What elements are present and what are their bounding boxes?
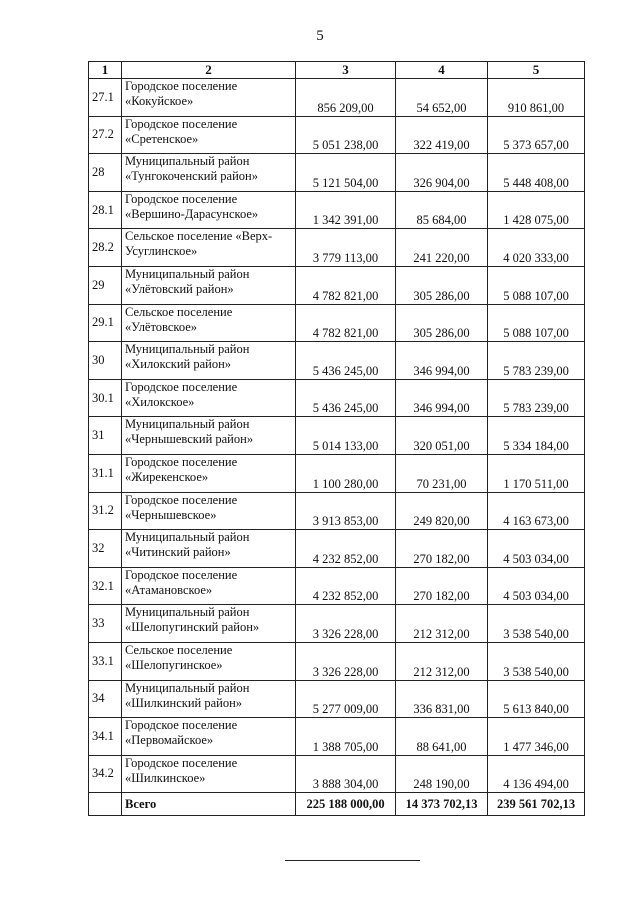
row-value-col3: 3 326 228,00 (296, 642, 396, 680)
total-value-col3: 225 188 000,00 (296, 793, 396, 816)
row-value-col3: 3 888 304,00 (296, 755, 396, 793)
row-value-col5: 4 136 494,00 (488, 755, 585, 793)
row-value-col5: 4 020 333,00 (488, 229, 585, 267)
total-value-col4: 14 373 702,13 (396, 793, 488, 816)
row-value-col3: 1 388 705,00 (296, 718, 396, 756)
table-row (89, 79, 585, 117)
row-name: Городское поселение «Вершино-Дарасунское» (122, 191, 296, 229)
row-number: 30.1 (89, 379, 122, 417)
row-name: Муниципальный район «Читинский район» (122, 530, 296, 568)
row-value-col4: 322 419,00 (396, 116, 488, 154)
row-value-col4: 54 652,00 (396, 79, 488, 117)
row-value-col3: 3 913 853,00 (296, 492, 396, 530)
row-name: Муниципальный район «Чернышевский район» (122, 417, 296, 455)
row-number: 28.2 (89, 229, 122, 267)
table-row (89, 642, 585, 680)
table-row (89, 530, 585, 568)
row-value-col4: 346 994,00 (396, 342, 488, 380)
row-name: Городское поселение «Сретенское» (122, 116, 296, 154)
table-row (89, 755, 585, 793)
row-value-col5: 5 448 408,00 (488, 154, 585, 192)
row-value-col5: 1 170 511,00 (488, 454, 585, 492)
row-number: 34.2 (89, 755, 122, 793)
row-name: Сельское поселение «Улётовское» (122, 304, 296, 342)
row-name: Городское поселение «Хилокское» (122, 379, 296, 417)
header-cell-2: 2 (122, 62, 296, 79)
row-value-col5: 1 477 346,00 (488, 718, 585, 756)
table-header-row (89, 62, 585, 79)
row-number: 28 (89, 154, 122, 192)
table-row (89, 492, 585, 530)
table-row (89, 605, 585, 643)
row-name: Муниципальный район «Шилкинский район» (122, 680, 296, 718)
table-row (89, 567, 585, 605)
footer-separator-line (285, 860, 420, 861)
row-value-col5: 4 503 034,00 (488, 530, 585, 568)
row-value-col5: 4 163 673,00 (488, 492, 585, 530)
row-value-col3: 5 014 133,00 (296, 417, 396, 455)
row-number: 27.2 (89, 116, 122, 154)
row-number: 27.1 (89, 79, 122, 117)
row-value-col5: 5 373 657,00 (488, 116, 585, 154)
header-cell-1: 1 (89, 62, 122, 79)
row-value-col5: 5 783 239,00 (488, 342, 585, 380)
table-row (89, 116, 585, 154)
row-value-col5: 1 428 075,00 (488, 191, 585, 229)
row-value-col5: 3 538 540,00 (488, 605, 585, 643)
row-value-col4: 241 220,00 (396, 229, 488, 267)
row-value-col4: 70 231,00 (396, 454, 488, 492)
header-cell-5: 5 (488, 62, 585, 79)
row-number: 32.1 (89, 567, 122, 605)
row-value-col4: 270 182,00 (396, 567, 488, 605)
row-value-col4: 305 286,00 (396, 304, 488, 342)
row-number: 31 (89, 417, 122, 455)
row-number: 29.1 (89, 304, 122, 342)
total-row (89, 793, 585, 816)
row-value-col4: 249 820,00 (396, 492, 488, 530)
row-number: 34.1 (89, 718, 122, 756)
row-value-col3: 5 436 245,00 (296, 379, 396, 417)
row-value-col3: 1 100 280,00 (296, 454, 396, 492)
row-value-col5: 5 334 184,00 (488, 417, 585, 455)
row-value-col5: 910 861,00 (488, 79, 585, 117)
table-row (89, 154, 585, 192)
row-value-col4: 346 994,00 (396, 379, 488, 417)
table-row (89, 454, 585, 492)
row-name: Муниципальный район «Тунгокоченский район» (122, 154, 296, 192)
row-value-col5: 5 088 107,00 (488, 304, 585, 342)
row-name: Муниципальный район «Хилокский район» (122, 342, 296, 380)
row-value-col4: 336 831,00 (396, 680, 488, 718)
row-name: Городское поселение «Кокуйское» (122, 79, 296, 117)
total-num-cell (89, 793, 122, 816)
table-row (89, 304, 585, 342)
table-row (89, 266, 585, 304)
row-value-col3: 5 051 238,00 (296, 116, 396, 154)
row-value-col5: 5 088 107,00 (488, 266, 585, 304)
row-name: Муниципальный район «Улётовский район» (122, 266, 296, 304)
row-value-col3: 4 232 852,00 (296, 530, 396, 568)
row-value-col3: 4 782 821,00 (296, 304, 396, 342)
row-number: 31.1 (89, 454, 122, 492)
row-number: 28.1 (89, 191, 122, 229)
table-row (89, 229, 585, 267)
row-value-col5: 4 503 034,00 (488, 567, 585, 605)
row-value-col3: 3 326 228,00 (296, 605, 396, 643)
table-row (89, 342, 585, 380)
row-number: 29 (89, 266, 122, 304)
row-value-col4: 212 312,00 (396, 642, 488, 680)
table-row (89, 379, 585, 417)
row-name: Городское поселение «Атамановское» (122, 567, 296, 605)
table-row (89, 718, 585, 756)
row-value-col4: 270 182,00 (396, 530, 488, 568)
row-value-col3: 5 436 245,00 (296, 342, 396, 380)
row-number: 31.2 (89, 492, 122, 530)
row-name: Муниципальный район «Шелопугинский район» (122, 605, 296, 643)
row-value-col4: 320 051,00 (396, 417, 488, 455)
row-name: Городское поселение «Жирекенское» (122, 454, 296, 492)
row-value-col5: 5 613 840,00 (488, 680, 585, 718)
row-value-col4: 212 312,00 (396, 605, 488, 643)
row-value-col5: 3 538 540,00 (488, 642, 585, 680)
header-cell-4: 4 (396, 62, 488, 79)
row-number: 34 (89, 680, 122, 718)
table-row (89, 680, 585, 718)
row-value-col3: 1 342 391,00 (296, 191, 396, 229)
row-value-col3: 4 782 821,00 (296, 266, 396, 304)
row-value-col4: 85 684,00 (396, 191, 488, 229)
row-number: 30 (89, 342, 122, 380)
total-label: Всего (122, 793, 296, 816)
row-value-col4: 88 641,00 (396, 718, 488, 756)
row-value-col3: 4 232 852,00 (296, 567, 396, 605)
page-number: 5 (316, 28, 324, 44)
header-cell-3: 3 (296, 62, 396, 79)
row-number: 32 (89, 530, 122, 568)
row-value-col4: 248 190,00 (396, 755, 488, 793)
table-row (89, 191, 585, 229)
table-row (89, 417, 585, 455)
row-value-col3: 5 277 009,00 (296, 680, 396, 718)
row-value-col3: 5 121 504,00 (296, 154, 396, 192)
row-name: Городское поселение «Первомайское» (122, 718, 296, 756)
total-value-col5: 239 561 702,13 (488, 793, 585, 816)
data-table (88, 61, 585, 816)
row-value-col3: 3 779 113,00 (296, 229, 396, 267)
row-name: Городское поселение «Чернышевское» (122, 492, 296, 530)
row-number: 33.1 (89, 642, 122, 680)
row-name: Сельское поселение «Шелопугинское» (122, 642, 296, 680)
row-value-col4: 326 904,00 (396, 154, 488, 192)
row-number: 33 (89, 605, 122, 643)
row-name: Сельское поселение «Верх-Усуглинское» (122, 229, 296, 267)
row-name: Городское поселение «Шилкинское» (122, 755, 296, 793)
row-value-col3: 856 209,00 (296, 79, 396, 117)
row-value-col5: 5 783 239,00 (488, 379, 585, 417)
row-value-col4: 305 286,00 (396, 266, 488, 304)
